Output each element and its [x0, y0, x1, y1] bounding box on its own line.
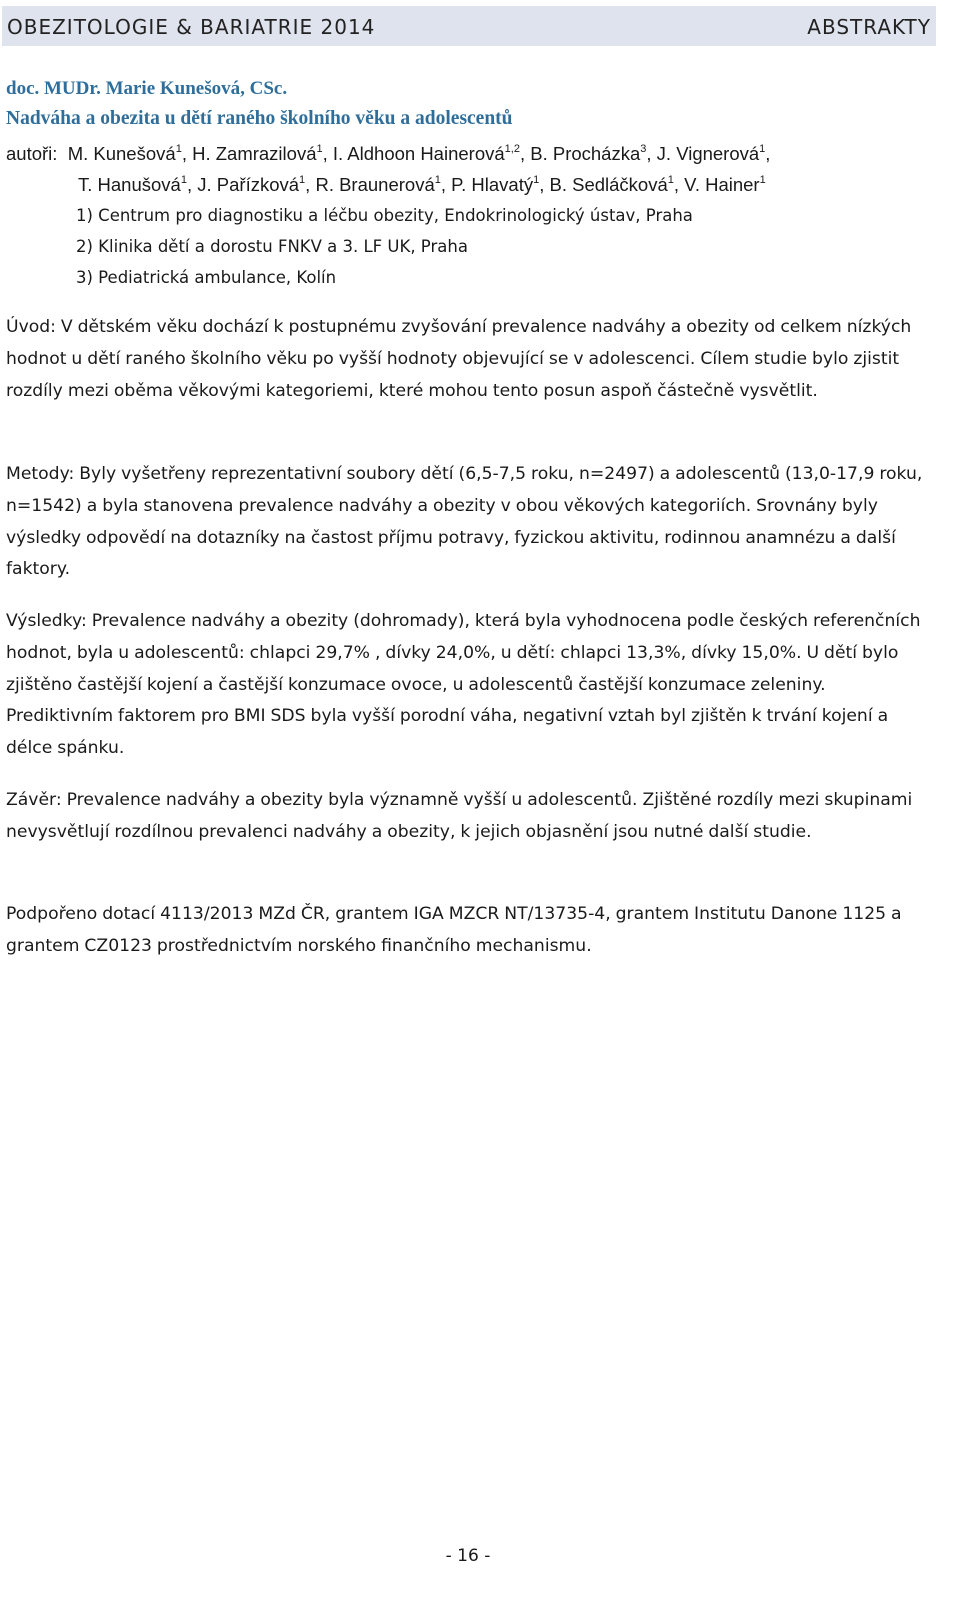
author-line-1: autoři: M. Kunešová$^1$, H. Zamrazilová$^1$, I. Aldhoon Hainerová$^{1,2}$, B. Procházka$^3$, J. Vignerová$^1$,: [6, 143, 771, 164]
paragraph-funding: Podpořeno dotací 4113/2013 MZd ČR, grantem IGA MZCR NT/13735-4, grantem Institutu Danone 1125 a grantem CZ0123 prostřednictvím norského finančního mechanismu.: [6, 904, 902, 956]
abstract-title: Nadváha a obezita u dětí raného školního věku a adolescentů: [6, 108, 513, 129]
author-affiliation-mark: 1: [175, 143, 182, 155]
author: P. Hlavatý: [451, 174, 534, 195]
section-label: ABSTRAKTY: [807, 15, 931, 39]
affiliation: 2) Klinika dětí a dorostu FNKV a 3. LF UK, Praha: [76, 237, 468, 256]
speaker-name: doc. MUDr. Marie Kunešová, CSc.: [6, 78, 288, 99]
author-affiliation-mark: 1: [759, 174, 766, 186]
author: M. Kunešová: [67, 143, 176, 164]
author-affiliation-mark: 1: [434, 174, 441, 186]
author: J. Pařízková: [197, 174, 300, 195]
author-line-2: T. Hanušová$^1$, J. Pařízková$^1$, R. Braunerová$^1$, P. Hlavatý$^1$, B. Sedláčková$^1$, V. Hainer$^1$: [78, 174, 766, 195]
author-list: [6, 138, 936, 200]
running-header: [2, 6, 936, 46]
affiliation: 3) Pediatrická ambulance, Kolín: [76, 268, 337, 287]
author-affiliation-mark: 1: [759, 143, 766, 155]
paragraph-methods: Metody: Byly vyšetřeny reprezentativní soubory dětí (6,5-7,5 roku, n=2497) a adolescentů (13,0-17,9 roku, n=1542) a byla stanovena prevalence nadváhy a obezity v obou věkových kategoriích. Srovnány byly výsledky odpovědí na dotazníky na častost příjmu potravy, fyzickou aktivitu, rodinnou anamnézu a další faktory.: [6, 464, 923, 580]
author-affiliation-mark: 3: [640, 143, 647, 155]
affiliation-list: [76, 200, 693, 293]
author: T. Hanušová: [78, 174, 181, 195]
affiliation: 1) Centrum pro diagnostiku a léčbu obezity, Endokrinologický ústav, Praha: [76, 206, 693, 225]
paragraph-results: Výsledky: Prevalence nadváhy a obezity (dohromady), která byla vyhodnocena podle českých referenčních hodnot, byla u adolescentů: chlapci 29,7% , dívky 24,0%, u dětí: chlapci 13,3%, dívky 15,0%. U dětí bylo zjištěno častější kojení a častější konzumace ovoce, u adolescentů častější konzumace zeleniny. Prediktivním faktorem pro BMI SDS byla vyšší porodní váha, negativní vztah byl zjištěn k trvání kojení a délce spánku.: [6, 611, 921, 759]
author-affiliation-mark: 1: [299, 174, 306, 186]
author-affiliation-mark: 1: [533, 174, 540, 186]
author: J. Vignerová: [656, 143, 760, 164]
author: I. Aldhoon Hainerová: [332, 143, 505, 164]
author: V. Hainer: [684, 174, 760, 195]
author: B. Sedláčková: [549, 174, 668, 195]
author: H. Zamrazilová: [192, 143, 317, 164]
author-affiliation-mark: 1: [316, 143, 323, 155]
author-affiliation-mark: 1,2: [504, 143, 520, 155]
paragraph-introduction: Úvod: V dětském věku dochází k postupnému zvyšování prevalence nadváhy a obezity od celkem nízkých hodnot u dětí raného školního věku po vyšší hodnoty objevující se v adolescenci. Cílem studie bylo zjistit rozdíly mezi oběma věkovými kategoriemi, které mohou tento posun aspoň částečně vysvětlit.: [6, 317, 912, 401]
page-number: - 16 -: [445, 1546, 491, 1566]
author-affiliation-mark: 1: [180, 174, 187, 186]
author: R. Braunerová: [315, 174, 435, 195]
paragraph-conclusion: Závěr: Prevalence nadváhy a obezity byla významně vyšší u adolescentů. Zjištěné rozdíly mezi skupinami nevysvětlují rozdílnou prevalenci nadváhy a obezity, k jejich objasnění jsou nutné další studie.: [6, 790, 913, 842]
author: B. Procházka: [530, 143, 641, 164]
authors-label: autoři:: [6, 143, 58, 164]
author-affiliation-mark: 1: [667, 174, 674, 186]
journal-title: OBEZITOLOGIE & BARIATRIE 2014: [7, 15, 376, 39]
